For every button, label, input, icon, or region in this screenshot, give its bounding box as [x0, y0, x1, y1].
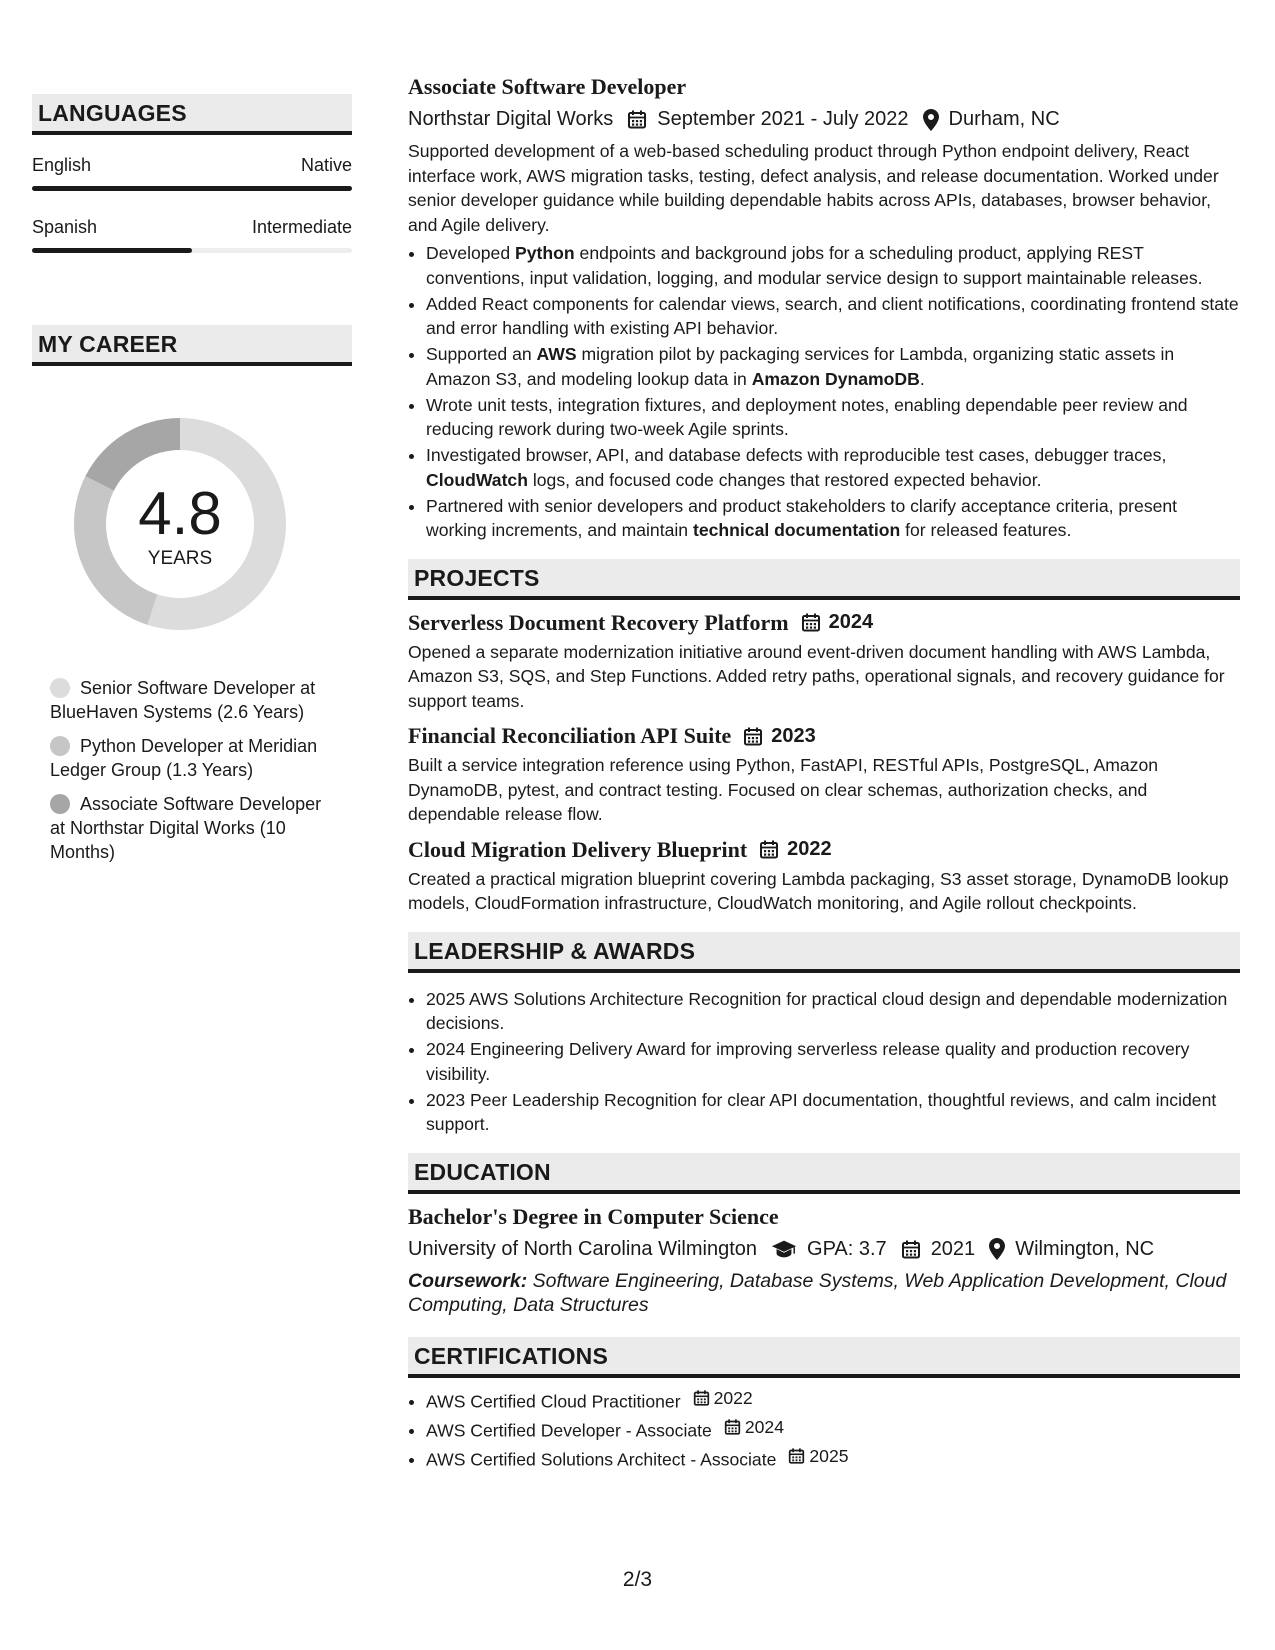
certifications-section [408, 1337, 1240, 1472]
certifications-header: CERTIFICATIONS [408, 1337, 1240, 1378]
education-gpa: GPA: 3.7 [807, 1237, 887, 1260]
project-item [408, 610, 1240, 714]
award-item: • 2023 Peer Leadership Recognition for clear API documentation, thoughtful reviews, and calm incident support. [426, 1088, 1240, 1137]
bullet-text: Investigated browser, API, and database defects with reproducible test cases, debugger traces, [426, 445, 1167, 465]
language-level: Intermediate [251, 217, 352, 237]
job-bullet [426, 342, 1240, 391]
bullet-text: migration pilot by packaging services for Lambda, organizing static assets in Amazon S3, and modeling lookup data in [426, 344, 1175, 389]
language-name: English [32, 155, 92, 175]
education-school: University of North Carolina Wilmington [408, 1237, 758, 1260]
bullet-text: logs, and focused code changes that restored expected behavior. [527, 469, 1042, 490]
page-number: 2/3 [622, 1568, 653, 1591]
language-proficiency-fill [32, 186, 352, 191]
language-proficiency-fill [32, 248, 192, 253]
career-legend-item [50, 676, 330, 724]
career-donut-chart [66, 410, 294, 638]
language-proficiency-bar [32, 248, 352, 253]
certification-year: 2025 [809, 1446, 849, 1466]
location-pin-icon [989, 1238, 1005, 1260]
career-legend-item [50, 792, 330, 864]
language-item [32, 155, 352, 191]
job-bullet [426, 241, 1240, 290]
certification-item [426, 1386, 1240, 1414]
certification-year: 2024 [744, 1416, 784, 1437]
certification-year: 2022 [713, 1387, 753, 1408]
calendar-icon [788, 1447, 805, 1465]
legend-label: Senior Software Developer at BlueHaven Systems (2.6 Years) [50, 678, 316, 722]
calendar-icon [693, 1389, 710, 1407]
legend-dot [50, 678, 70, 698]
job-bullet [426, 393, 1240, 442]
project-year: 2022 [787, 838, 832, 860]
sidebar [32, 94, 352, 874]
location-pin-icon [923, 109, 939, 131]
calendar-icon [724, 1418, 741, 1436]
job-summary: Supported development of a web-based scheduling product through Python endpoint delivery, React interface work, AWS migration tasks, testing, defect analysis, and release documentation. Worked under senior developer guidance while building dependable habits across APIs, databases, browser behavior, and Agile delivery. [408, 141, 1219, 235]
job-meta [408, 108, 1240, 131]
certifications-list [408, 1386, 1240, 1472]
certification-name: AWS Certified Solutions Architect - Associate [426, 1449, 777, 1470]
job-bullet [426, 443, 1240, 492]
bullet-text: Developed [426, 243, 516, 263]
certification-name: AWS Certified Cloud Practitioner [426, 1390, 681, 1411]
bullet-text: for released features. [900, 520, 1072, 540]
calendar-icon [627, 109, 647, 130]
legend-dot [50, 736, 70, 756]
awards-list [408, 987, 1240, 1137]
language-proficiency-bar [32, 186, 352, 191]
bullet-text: endpoints and background jobs for a scheduling product, applying REST conventions, input validation, logging, and modular service design to support maintainable releases. [426, 243, 1203, 288]
languages-header: LANGUAGES [32, 94, 352, 135]
project-description: Created a practical migration blueprint covering Lambda packaging, S3 asset storage, DynamoDB lookup models, CloudFormation infrastructure, CloudWatch monitoring, and Agile rollout checkpoints. [408, 868, 1229, 913]
education-location: Wilmington, NC [1015, 1237, 1155, 1260]
bullet-text: Supported an [426, 344, 537, 364]
calendar-icon [759, 839, 779, 860]
job-location: Durham, NC [948, 108, 1060, 130]
bullet-keyword: technical documentation [692, 520, 901, 540]
certification-item [426, 1444, 1240, 1472]
project-title: Financial Reconciliation API Suite [408, 723, 732, 748]
education-coursework [408, 1269, 1240, 1317]
education-header: EDUCATION [408, 1153, 1240, 1194]
job-title: Associate Software Developer [408, 74, 687, 99]
education-section [408, 1153, 1240, 1317]
legend-label: Python Developer at Meridian Ledger Group (1.3 Years) [50, 736, 318, 780]
coursework-list: Software Engineering, Database Systems, Web Application Development, Cloud Computing, Data Structures [408, 1269, 1227, 1316]
career-total-years: 4.8 [138, 480, 222, 547]
graduation-cap-icon [771, 1239, 797, 1259]
career-legend [32, 676, 352, 864]
calendar-icon [801, 612, 821, 633]
legend-label: Associate Software Developer at Northstar Digital Works (10 Months) [50, 794, 322, 862]
calendar-icon [901, 1239, 921, 1260]
bullet-text: Added React components for calendar views, search, and client notifications, coordinating frontend state and error handling with existing API behavior. [426, 293, 1239, 338]
certification-item [426, 1415, 1240, 1443]
project-year: 2023 [771, 724, 816, 747]
language-name: Spanish [32, 217, 98, 237]
certification-name: AWS Certified Developer - Associate [426, 1420, 712, 1440]
projects-header: PROJECTS [408, 559, 1240, 600]
education-degree: Bachelor's Degree in Computer Science [408, 1203, 779, 1229]
awards-header: LEADERSHIP & AWARDS [408, 932, 1240, 973]
projects-section [408, 559, 1240, 916]
career-header: MY CAREER [32, 325, 352, 366]
language-item [32, 217, 352, 253]
project-item [408, 837, 1240, 916]
bullet-text: Partnered with senior developers and product stakeholders to clarify acceptance criteria, present working increments, and maintain [426, 495, 1178, 540]
education-year: 2021 [930, 1237, 976, 1260]
experience-entry [408, 74, 1240, 543]
project-title: Serverless Document Recovery Platform [408, 609, 789, 635]
main-content [408, 74, 1240, 1473]
project-year: 2024 [828, 611, 874, 633]
award-item: • 2025 AWS Solutions Architecture Recognition for practical cloud design and dependable modernization decisions. [426, 987, 1240, 1036]
career-legend-item [50, 734, 330, 782]
career-total-unit: YEARS [147, 548, 213, 569]
job-bullet [426, 494, 1240, 543]
project-item [408, 723, 1240, 827]
bullet-text: Wrote unit tests, integration fixtures, and deployment notes, enabling dependable peer review and reducing rework during two-week Agile sprints. [426, 394, 1188, 439]
job-dates: September 2021 - July 2022 [657, 108, 909, 130]
project-description: Opened a separate modernization initiative around event-driven document handling with AWS Lambda, Amazon S3, SQS, and Step Functions. Added retry paths, operational signals, and recovery guidance for support teams. [408, 641, 1225, 711]
job-bullet [426, 292, 1240, 341]
bullet-keyword: CloudWatch [426, 469, 528, 490]
bullet-keyword: Amazon DynamoDB [751, 368, 920, 389]
language-level: Native [300, 155, 352, 175]
bullet-text: . [919, 368, 925, 389]
project-description: Built a service integration reference using Python, FastAPI, RESTful APIs, PostgreSQL, Amazon DynamoDB, pytest, and contract testing. Focused on clear schemas, authorization checks, and dependable release flow. [408, 755, 1159, 824]
bullet-keyword: Python [515, 243, 575, 263]
education-meta [408, 1238, 1240, 1261]
job-bullets [408, 241, 1240, 543]
award-item: • 2024 Engineering Delivery Award for improving serverless release quality and production recovery visibility. [426, 1037, 1240, 1086]
legend-dot [50, 794, 70, 814]
coursework-label: Coursework: [408, 1269, 528, 1292]
calendar-icon [743, 726, 763, 747]
project-title: Cloud Migration Delivery Blueprint [408, 836, 748, 862]
awards-section [408, 932, 1240, 1137]
job-company: Northstar Digital Works [408, 108, 614, 130]
bullet-keyword: AWS [536, 344, 577, 364]
